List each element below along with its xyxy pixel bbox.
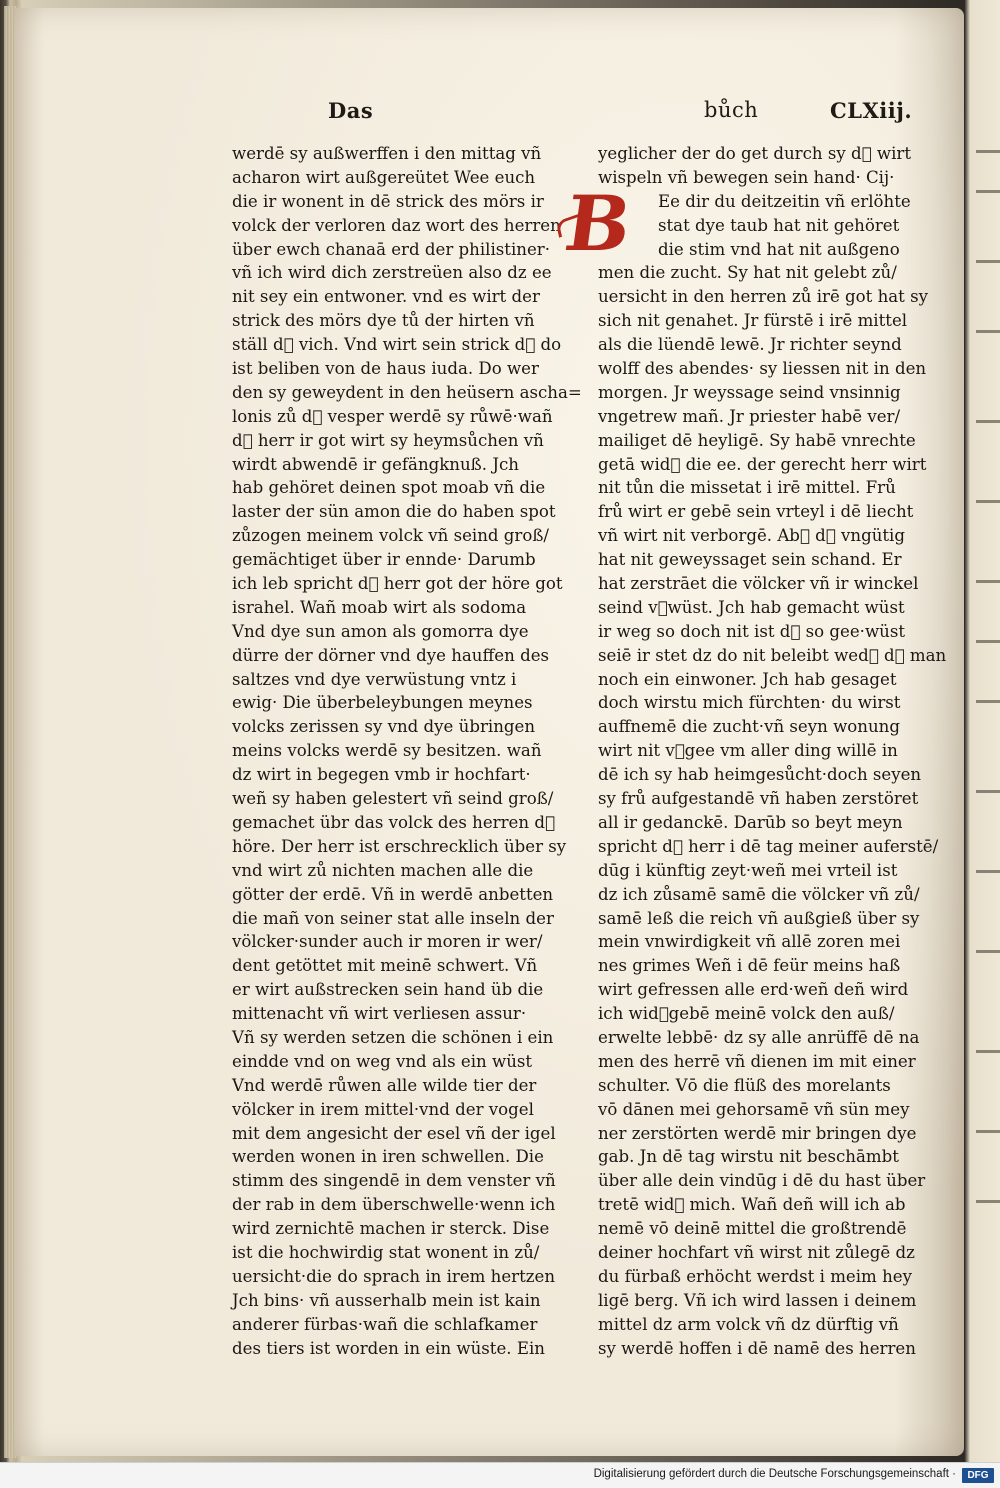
text-line: eindde vnd on weg vnd als ein wüst <box>232 1051 533 1071</box>
text-line: er wirt außstrecken sein hand üb die <box>232 980 544 1000</box>
text-line: men des herrē vñ dienen im mit einer <box>598 1051 916 1071</box>
text-line: weñ sy haben gelestert vñ seind groß/ <box>232 789 554 809</box>
text-line: nes grimes Weñ i dē feür meins haß <box>598 956 901 976</box>
text-line: morgen. Jr weyssage seind vnsinnig <box>598 382 901 402</box>
text-line: anderer fürbas·wañ die schlafkamer <box>232 1314 538 1334</box>
text-line: ir weg so doch nit ist d᷑ so gee·wüst <box>598 621 906 641</box>
text-line: mittenacht vñ wirt verliesen assur· <box>232 1004 527 1024</box>
text-line: strick des mörs dye tů der hirten vñ <box>232 311 535 331</box>
text-line: nit tůn die missetat i irē mittel. Frů <box>598 478 896 498</box>
text-line: getā wid᷑ die ee. der gerecht herr wirt <box>598 454 927 474</box>
adjacent-page-edge <box>964 0 1000 1462</box>
text-line: werdē sy außwerffen i den mittag vñ <box>232 144 542 163</box>
text-line: volck der verloren daz wort des herren <box>232 215 561 235</box>
running-head-left: Das <box>328 98 374 123</box>
text-line: gemachet übr das volck des herren d᷑ <box>232 812 555 832</box>
text-line: den sy geweydent in den heüsern ascha= <box>232 382 582 402</box>
folio-number: CLXiij. <box>830 98 913 123</box>
running-head-center: bůch <box>704 98 759 122</box>
initial-letter: B <box>559 179 637 268</box>
text-line: über alle dein vindūg i dē du hast über <box>598 1171 926 1191</box>
text-line: tretē wid᷑ mich. Wañ deñ will ich ab <box>598 1195 906 1215</box>
text-line: mailiget dē heyligē. Sy habē vnrechte <box>598 430 916 450</box>
text-line: seiē ir stet dz do nit beleibt wed᷑ d᷑ man <box>598 645 947 665</box>
text-line: Vnd dye sun amon als gomorra dye <box>232 621 529 641</box>
text-line: mittel dz arm volck vñ dz dürftig vñ <box>598 1314 899 1334</box>
text-line: nit sey ein entwoner. vnd es wirt der <box>232 287 540 307</box>
text-line: erwelte lebbē· dz sy alle anrüffē dē na <box>598 1027 920 1047</box>
text-line: stat dye taub hat nit gehöret <box>658 215 900 235</box>
text-line: dürre der dörner vnd dye hauffen des <box>232 645 550 665</box>
text-line: gemächtiget über ir ennde· Darumb <box>232 550 536 570</box>
text-line: vnd wirt zů nichten machen alle die <box>232 860 534 880</box>
text-line: nemē vō deinē mittel die großtrendē <box>598 1219 907 1239</box>
text-line: uersicht·die do sprach in irem hertzen <box>232 1266 556 1286</box>
text-line: dūg i künftig zeyt·weñ mei vrteil ist <box>598 860 898 880</box>
text-line: hab gehöret deinen spot moab vñ die <box>232 478 546 498</box>
text-line: vñ wirt nit verborgē. Ab᷑ d᷑ vngütig <box>598 526 905 546</box>
text-line: über ewch chanaā erd der philistiner· <box>232 239 550 259</box>
text-line: zůzogen meinem volck vñ seind groß/ <box>232 526 550 546</box>
text-line: hat nit geweyssaget sein schand. Er <box>598 550 902 570</box>
right-text-column <box>598 142 947 1360</box>
text-line: Ee dir du deitzeitin vñ erlöhte <box>658 191 911 211</box>
text-line: all ir gedanckē. Darūb so beyt meyn <box>598 812 903 832</box>
text-line: israhel. Wañ moab wirt als sodoma <box>232 597 527 617</box>
text-line: der rab in dem überschwelle·wenn ich <box>232 1195 556 1215</box>
text-line: lonis zů d᷑ vesper werdē sy růwē·wañ <box>232 406 553 426</box>
text-line: die stim vnd hat nit außgeno <box>658 239 900 259</box>
text-line: men die zucht. Sy hat nit gelebt zů/ <box>598 263 897 283</box>
text-line: dent getöttet mit meinē schwert. Vñ <box>232 956 538 976</box>
text-line: hat zerstrāet die völcker vñ ir winckel <box>598 574 919 594</box>
text-line: ich leb spricht d᷑ herr got der höre got <box>232 574 563 594</box>
text-line: saltzes vnd dye verwüstung vntz i <box>232 669 517 689</box>
text-line: ist beliben von de haus iuda. Do wer <box>232 359 539 379</box>
text-line: wolff des abendes· sy liessen nit in den <box>598 359 927 379</box>
text-line: Vñ sy werden setzen die schönen i ein <box>232 1027 554 1047</box>
text-line: ewig· Die überbeleybungen meynes <box>232 693 533 713</box>
text-line: sy werdē hoffen i dē namē des herren <box>598 1338 916 1358</box>
text-line: ner zerstörten werdē mir bringen dye <box>598 1123 917 1143</box>
text-line: ist die hochwirdig stat wonent in zů/ <box>232 1242 540 1262</box>
text-line: ligē berg. Vñ ich wird lassen i deinem <box>598 1290 917 1310</box>
text-line: die ir wonent in dē strick des mörs ir <box>232 191 544 211</box>
text-line: völcker in irem mittel·vnd der vogel <box>232 1099 534 1119</box>
text-line: laster der sün amon die do haben spot <box>232 502 556 522</box>
text-line: höre. Der herr ist erschrecklich über sy <box>232 836 567 856</box>
text-line: volcks zerissen sy vnd dye übringen <box>232 717 536 737</box>
text-line: uersicht in den herren zů irē got hat sy <box>598 287 929 307</box>
text-line: götter der erdē. Vñ in werdē anbetten <box>232 884 554 904</box>
text-line: mein vnwirdigkeit vñ allē zoren mei <box>598 932 901 952</box>
text-line: d᷑ herr ir got wirt sy heymsůchen vñ <box>232 430 544 450</box>
text-line: dē ich sy hab heimgesůcht·doch seyen <box>598 765 922 785</box>
text-line: wird zernichtē machen ir sterck. Dise <box>232 1219 550 1239</box>
text-line: seind v᷑wüst. Jch hab gemacht wüst <box>598 597 905 617</box>
text-line: noch ein einwoner. Jch hab gesaget <box>598 669 897 689</box>
text-line: yeglicher der do get durch sy d᷑ wirt <box>598 144 911 163</box>
left-text-column <box>232 142 582 1360</box>
text-line: ställ d᷑ vich. Vnd wirt sein strick d᷑ do <box>232 335 562 355</box>
text-line: mit dem angesicht der esel vñ der igel <box>232 1123 556 1143</box>
text-line: du fürbaß erhöcht werdst i meim hey <box>598 1266 912 1286</box>
text-line: dz ich zůsamē samē die völcker vñ zů/ <box>598 884 920 904</box>
text-line: ich wid᷑gebē meinē volck den auß/ <box>598 1004 895 1024</box>
text-line: sy frů aufgestandē vñ haben zerstöret <box>598 789 919 809</box>
text-line: meins volcks werdē sy besitzen. wañ <box>232 741 542 761</box>
text-line: vō dānen mei gehorsamē vñ sün mey <box>598 1099 910 1119</box>
text-line: vngetrew mañ. Jr priester habē ver/ <box>598 406 901 426</box>
text-line: dz wirt in begegen vmb ir hochfart· <box>232 765 531 785</box>
text-line: deiner hochfart vñ wirst nit zůlegē dz <box>598 1242 915 1262</box>
text-line: frů wirt er gebē sein vrteyl i dē liecht <box>598 502 914 522</box>
text-line: spricht d᷑ herr i dē tag meiner auferstē/ <box>598 836 939 856</box>
text-line: auffnemē die zucht·vñ seyn wonung <box>598 717 900 737</box>
text-line: samē leß die reich vñ außgieß über sy <box>598 908 920 928</box>
footer-credit: Digitalisierung gefördert durch die Deutsche Forschungsgemeinschaft · <box>593 1468 956 1480</box>
text-line: Vnd werdē růwen alle wilde tier der <box>232 1075 537 1095</box>
footer-bar <box>0 1462 1000 1488</box>
text-line: wirdt abwendē ir gefängknuß. Jch <box>232 454 519 474</box>
text-line: acharon wirt außgereütet Wee euch <box>232 167 536 187</box>
text-line: vñ ich wird dich zerstreüen also dz ee <box>232 263 552 283</box>
text-line: werden wonen in iren schwellen. Die <box>232 1147 544 1167</box>
text-line: wirt nit v᷑gee vm aller ding willē in <box>598 741 898 761</box>
text-line: gab. Jn dē tag wirstu nit beschāmbt <box>598 1147 899 1167</box>
text-line: doch wirstu mich fürchten· du wirst <box>598 693 901 713</box>
text-line: völcker·sunder auch ir moren ir wer/ <box>232 932 543 952</box>
text-line: als die lüendē lewē. Jr richter seynd <box>598 335 902 355</box>
text-line: sich nit genahet. Jr fürstē i irē mittel <box>598 311 908 331</box>
text-line: wirt gefressen alle erd·weñ deñ wird <box>598 980 909 1000</box>
text-line: schulter. Vō die flüß des morelants <box>598 1075 891 1095</box>
text-line: die mañ von seiner stat alle inseln der <box>232 908 554 928</box>
text-line: stimm des singendē in dem venster vñ <box>232 1171 556 1191</box>
text-line: wispeln vñ bewegen sein hand· Cij· <box>598 167 895 187</box>
text-line: Jch bins· vñ ausserhalb mein ist kain <box>232 1290 541 1310</box>
dfg-logo: DFG <box>962 1468 994 1483</box>
text-line: des tiers ist worden in ein wüste. Ein <box>232 1338 545 1358</box>
